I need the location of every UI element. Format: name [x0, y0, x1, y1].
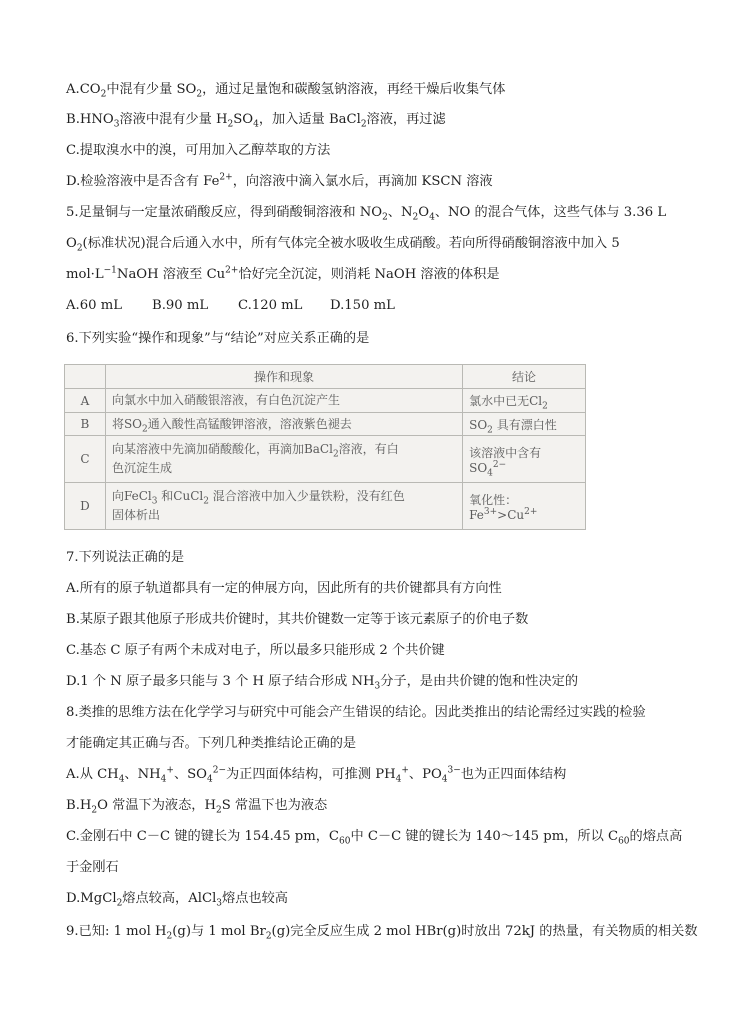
row-conclusion: $SO_2$ 具有漂白性: [463, 412, 586, 435]
q7-option-c: C.基态 C 原子有两个未成对电子，所以最多只能形成 2 个共价键: [66, 643, 445, 658]
q9-stem: 9.已知: 1 mol $H_2(g)$与 1 mol $Br_2(g)$完全反应生成 2 mol HBr(g)时放出 72kJ 的热量，有关物质的相关数: [66, 924, 698, 942]
row-operation: 将$SO_2$通入酸性高锰酸钾溶液，溶液紫色褪去: [105, 412, 462, 435]
q5-options: [66, 298, 395, 314]
table-row: [65, 436, 586, 483]
row-conclusion: 该溶液中含有 $SO_4^{2-}$: [463, 436, 586, 483]
q7-option-a: A.所有的原子轨道都具有一定的伸展方向，因此所有的共价键都具有方向性: [66, 581, 502, 596]
table-header-row: [65, 365, 586, 389]
q8-option-b: $B.H_2O$ 常温下为液态，$H_2S$ 常温下也为液态: [66, 798, 328, 816]
q8-option-a: A.从 $CH_4$、$NH_4^+$、$SO_4^{2-}$为正四面体结构，可推测 $PH_4^+$、$PO_4^{3-}$也为正四面体结构: [66, 765, 567, 785]
q4-option-d: D.检验溶液中是否含有 $Fe^{2+}$，向溶液中滴入氯水后，再滴加 KSCN 溶液: [66, 172, 493, 189]
q5-stem-line-1: 5.足量铜与一定量浓硝酸反应，得到硝酸铜溶液和 $NO_2$、$N_2O_4$、NO 的混合气体，这些气体与 3.36 L: [66, 205, 667, 223]
q8-option-c-line-1: C.金刚石中 C－C 键的键长为 154.45 pm，$C_{60}$中 C－C 键的键长为 140～145 pm，所以 $C_{60}$的熔点高: [66, 829, 683, 847]
header-conclusion: 结论: [463, 365, 586, 389]
q7-stem: 7.下列说法正确的是: [66, 550, 185, 565]
table-row: [65, 412, 586, 435]
header-operation: 操作和现象: [105, 365, 462, 389]
q8-option-d: D.MgCl$_2$熔点较高，AlCl$_3$熔点也较高: [66, 891, 288, 909]
q4-option-c: C.提取溴水中的溴，可用加入乙醇萃取的方法: [66, 143, 331, 158]
q4-option-b: $B.HNO_3$溶液中混有少量 $H_2SO_4$，加入适量 BaCl$_2$溶液，再过滤: [66, 112, 446, 130]
row-conclusion: 氧化性：$Fe^{3+}>Cu^{2+}$: [463, 483, 586, 530]
q5-option-b: B.90 mL: [152, 298, 209, 313]
row-operation: 向某溶液中先滴加硝酸酸化，再滴加BaCl$_2$溶液，有白 色沉淀生成: [105, 436, 462, 483]
q4-option-a: $A.CO_2$中混有少量 $SO_2$，通过足量饱和碳酸氢钠溶液，再经干燥后收集气体: [66, 82, 506, 100]
q7-option-d: D.1 个 N 原子最多只能与 3 个 H 原子结合形成 $NH_3$分子，是由共价键的饱和性决定的: [66, 674, 579, 692]
q8-option-c-line-2: 于金刚石: [66, 860, 119, 875]
row-label: B: [65, 412, 106, 435]
q8-stem-line-1: 8.类推的思维方法在化学学习与研究中可能会产生错误的结论。因此类推出的结论需经过实践的检验: [66, 705, 646, 720]
table-row: [65, 483, 586, 530]
q6-stem: 6.下列实验“操作和现象”与“结论”对应关系正确的是: [66, 331, 370, 346]
q6-table: [64, 364, 586, 530]
q5-option-d: D.150 mL: [330, 298, 395, 313]
row-operation: 向氯水中加入硝酸银溶液，有白色沉淀产生: [105, 389, 462, 412]
q5-option-c: C.120 mL: [238, 298, 303, 313]
row-conclusion: 氯水中已无$Cl_2$: [463, 389, 586, 412]
table-row: [65, 389, 586, 412]
row-operation: 向FeCl$_3$ 和CuCl$_2$ 混合溶液中加入少量铁粉，没有红色 固体析出: [105, 483, 462, 530]
row-label: C: [65, 436, 106, 483]
q5-stem-line-2: $O_2$(标准状况)混合后通入水中，所有气体完全被水吸收生成硝酸。若向所得硝酸铜溶液中加入 5: [66, 236, 620, 254]
q7-option-b: B.某原子跟其他原子形成共价键时，其共价键数一定等于该元素原子的价电子数: [66, 612, 529, 627]
q5-stem-line-3: $mol\cdot L^{-1}NaOH$ 溶液至 $Cu^{2+}$恰好完全沉淀，则消耗 NaOH 溶液的体积是: [66, 265, 500, 282]
q8-stem-line-2: 才能确定其正确与否。下列几种类推结论正确的是: [66, 736, 357, 751]
row-label: A: [65, 389, 106, 412]
row-label: D: [65, 483, 106, 530]
q5-option-a: A.60 mL: [66, 298, 122, 313]
